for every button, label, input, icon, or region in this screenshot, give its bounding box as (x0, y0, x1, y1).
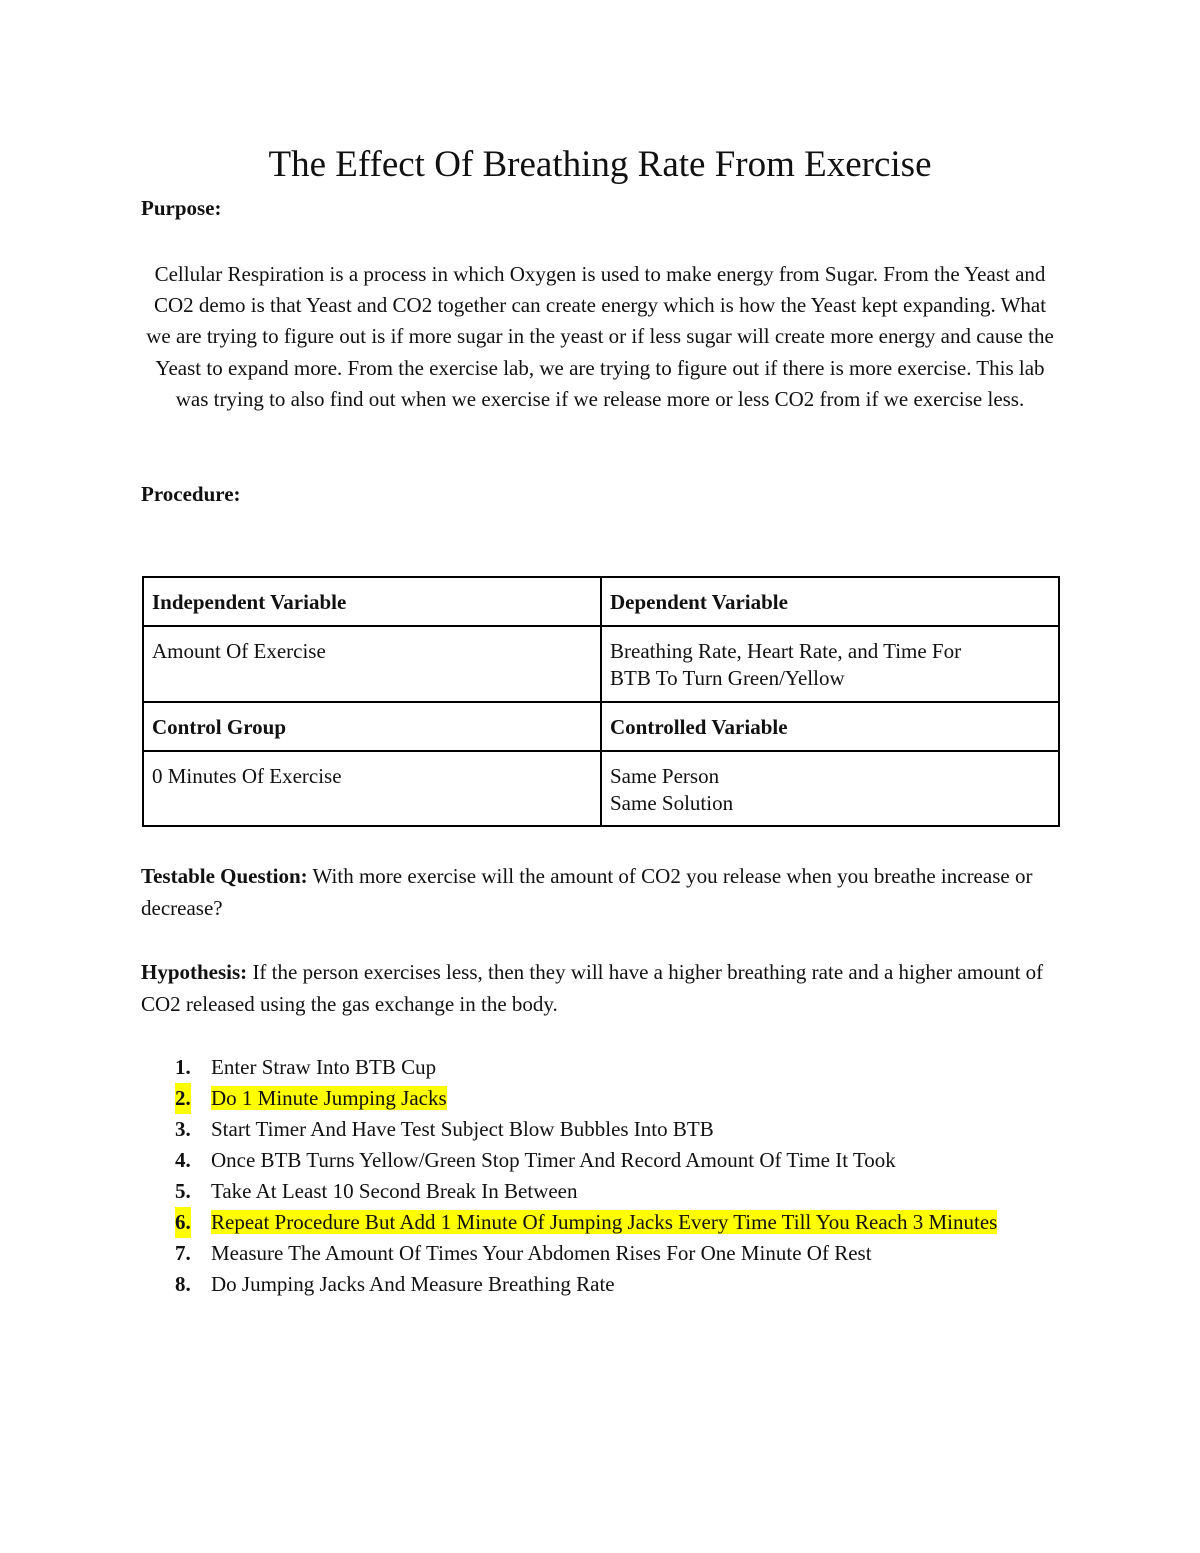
table-row (143, 702, 1059, 751)
table-row (143, 577, 1059, 626)
control-group-cell: 0 Minutes Of Exercise (143, 751, 601, 826)
step-text: Do Jumping Jacks And Measure Breathing Rate (211, 1272, 615, 1296)
step-text: Start Timer And Have Test Subject Blow Bubbles Into BTB (211, 1117, 714, 1141)
step-number: 1. (175, 1055, 191, 1079)
list-item (141, 1238, 1041, 1269)
step-text: Repeat Procedure But Add 1 Minute Of Jumping Jacks Every Time Till You Reach 3 Minutes (211, 1210, 998, 1234)
list-item (141, 1052, 1041, 1083)
testable-question (141, 860, 1071, 924)
document-title: The Effect Of Breathing Rate From Exercise (268, 144, 932, 185)
hypothesis-label: Hypothesis: (141, 960, 248, 984)
variables-table (142, 576, 1060, 827)
step-number: 2. (175, 1083, 191, 1114)
testable-question-label: Testable Question: (141, 864, 308, 888)
hypothesis-text: If the person exercises less, then they will have a higher breathing rate and a higher amount of CO2 released using the gas exchange in the body. (141, 960, 1044, 1016)
hypothesis (141, 956, 1071, 1020)
list-item (141, 1083, 1041, 1114)
list-item (141, 1207, 1041, 1238)
dependent-variable-cell (601, 626, 1059, 702)
step-text: Enter Straw Into BTB Cup (211, 1055, 437, 1079)
list-item (141, 1145, 1041, 1176)
controlled-variable-cell (601, 751, 1059, 826)
table-row (143, 626, 1059, 702)
table-row (143, 751, 1059, 826)
list-item (141, 1114, 1041, 1145)
step-number: 5. (175, 1179, 191, 1203)
testable-question-text: With more exercise will the amount of CO2 you release when you breathe increase or decrease? (141, 864, 1033, 920)
step-number: 6. (175, 1207, 191, 1238)
step-text: Measure The Amount Of Times Your Abdomen Rises For One Minute Of Rest (211, 1241, 872, 1265)
controlled-variable-line: Same Solution (610, 791, 734, 815)
step-number: 4. (175, 1148, 191, 1172)
step-text: Once BTB Turns Yellow/Green Stop Timer And Record Amount Of Time It Took (211, 1148, 896, 1172)
step-number: 7. (175, 1241, 191, 1265)
purpose-heading: Purpose: (141, 196, 222, 220)
procedure-heading: Procedure: (141, 482, 241, 506)
dependent-variable-line: Breathing Rate, Heart Rate, and Time For (610, 639, 962, 663)
step-number: 8. (175, 1272, 191, 1296)
step-number: 3. (175, 1117, 191, 1141)
independent-variable-cell: Amount Of Exercise (143, 626, 601, 702)
dependent-variable-line: BTB To Turn Green/Yellow (610, 666, 845, 690)
step-text: Do 1 Minute Jumping Jacks (211, 1086, 447, 1110)
list-item (141, 1176, 1041, 1207)
list-item (141, 1269, 1041, 1300)
independent-variable-header: Independent Variable (143, 577, 601, 626)
procedure-steps-list (141, 1052, 1041, 1300)
controlled-variable-header: Controlled Variable (601, 702, 1059, 751)
purpose-paragraph: Cellular Respiration is a process in which Oxygen is used to make energy from Sugar. From the Yeast and CO2 demo is that Yeast and CO2 together can create energy which is how the Yeast kept expanding. What we are trying to figure out is if more sugar in the yeast or if less sugar will create more energy and cause the Yeast to expand more. From the exercise lab, we are trying to figure out if there is more exercise. This lab was trying to also find out when we exercise if we release more or less CO2 from if we exercise less. (146, 262, 1054, 411)
controlled-variable-line: Same Person (610, 764, 720, 788)
control-group-header: Control Group (143, 702, 601, 751)
dependent-variable-header: Dependent Variable (601, 577, 1059, 626)
step-text: Take At Least 10 Second Break In Between (211, 1179, 578, 1203)
